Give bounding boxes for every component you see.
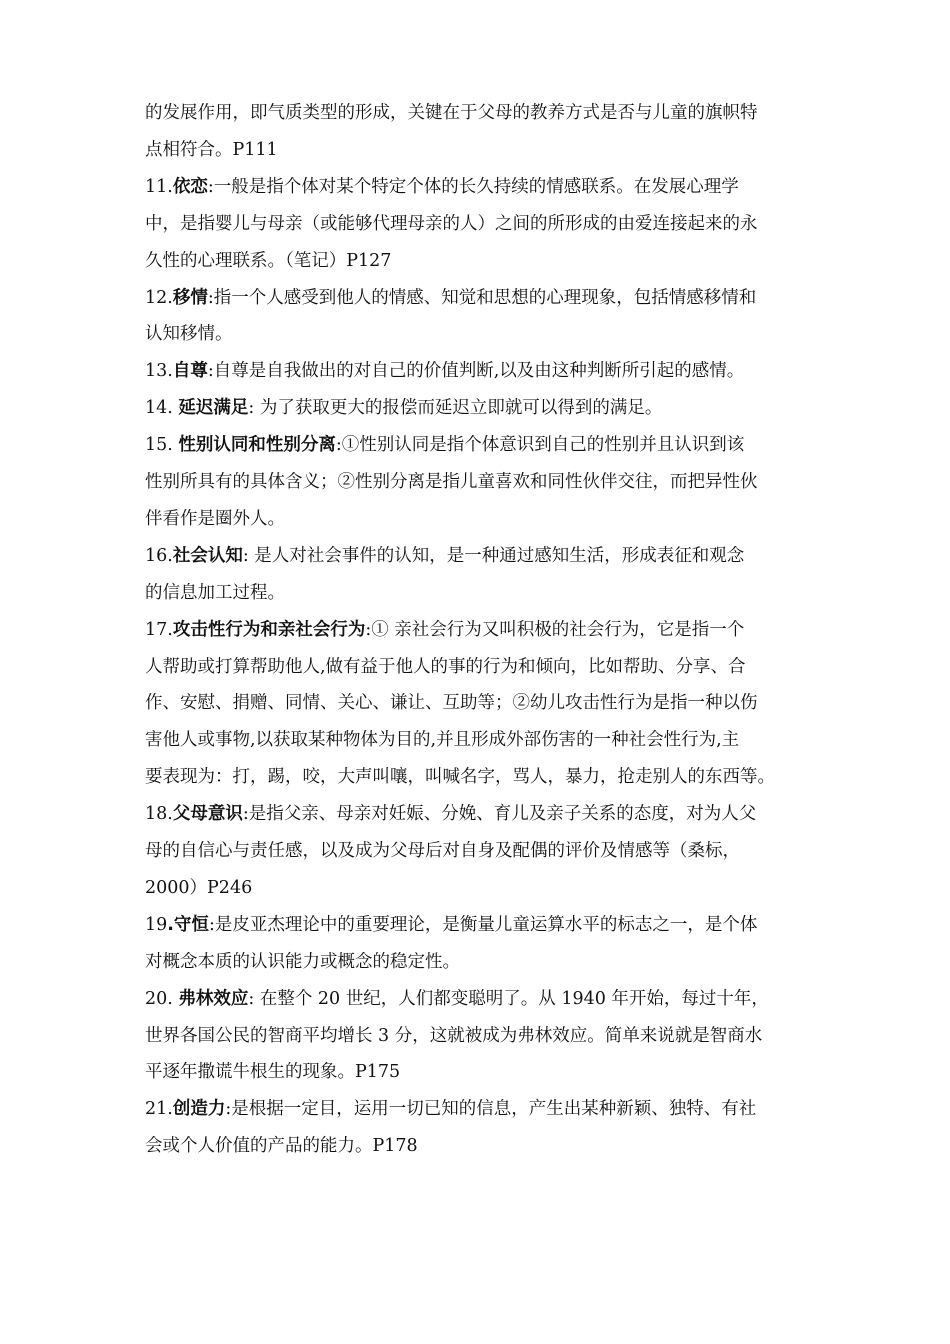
- text-line: [145, 246, 845, 276]
- text-segment: 久性的心理联系。（笔记）P127: [145, 250, 392, 271]
- text-segment: :指一个人感受到他人的情感、知觉和思想的心理现象，包括情感移情和: [207, 287, 757, 308]
- text-line: [145, 209, 845, 239]
- text-segment: 会或个人价值的产品的能力。P178: [145, 1136, 418, 1157]
- text-line: [145, 910, 845, 940]
- text-segment: 20.: [145, 988, 179, 1009]
- text-line: [145, 984, 845, 1014]
- text-line: [145, 356, 845, 386]
- text-line: [145, 836, 845, 866]
- text-segment: 作、安慰、捐赠、同情、关心、谦让、互助等；②幼儿攻击性行为是指一种以伤: [145, 693, 758, 714]
- text-segment: 17.: [145, 619, 173, 640]
- text-segment: 14.: [145, 398, 179, 419]
- text-segment: 11.: [145, 176, 173, 197]
- text-segment: 世界各国公民的智商平均增长 3 分，这就被成为弗林效应。简单来说就是智商水: [145, 1025, 763, 1046]
- text-segment: 对概念本质的认识能力或概念的稳定性。: [145, 951, 460, 972]
- text-segment: :是指父亲、母亲对妊娠、分娩、育儿及亲子关系的态度，对为人父: [242, 804, 757, 825]
- text-segment: 的信息加工过程。: [145, 582, 285, 603]
- text-line: [145, 688, 845, 718]
- text-segment: :是皮亚杰理论中的重要理论，是衡量儿童运算水平的标志之一，是个体: [208, 914, 758, 935]
- text-segment: :是根据一定目，运用一切已知的信息，产生出某种新颖、独特、有社: [225, 1099, 757, 1120]
- text-line: [145, 873, 845, 903]
- term-heading: 自尊: [172, 361, 208, 382]
- text-line: [145, 135, 845, 165]
- text-segment: 18.: [145, 804, 173, 825]
- text-line: [145, 1131, 845, 1161]
- text-line: [145, 467, 845, 497]
- text-line: [145, 541, 845, 571]
- term-heading: .守恒: [167, 914, 209, 935]
- text-segment: 害他人或事物,以获取某种物体为目的,并且形成外部伤害的一种社会性行为,主: [145, 730, 740, 751]
- text-segment: 性别所具有的具体含义；②性别分离是指儿童喜欢和同性伙伴交往，而把异性伙: [145, 472, 758, 492]
- text-line: [145, 762, 845, 792]
- text-segment: :① 亲社会行为又叫积极的社会行为，它是指一个: [365, 619, 745, 640]
- term-heading: 创造力: [172, 1099, 226, 1120]
- text-segment: :①性别认同是指个体意识到自己的性别并且认识到该: [335, 435, 745, 456]
- text-line: [145, 799, 845, 829]
- text-segment: 13.: [145, 361, 173, 382]
- text-line: [145, 652, 845, 682]
- term-heading: 社会认知: [172, 545, 243, 566]
- text-segment: 15.: [145, 435, 179, 456]
- text-line: [145, 1094, 845, 1124]
- text-line: [145, 504, 845, 534]
- text-segment: : 在整个 20 世纪，人们都变聪明了。从 1940 年开始，每过十年，: [248, 988, 769, 1009]
- text-segment: : 为了获取更大的报偿而延迟立即就可以得到的满足。: [248, 398, 663, 419]
- text-segment: 中，是指婴儿与母亲（或能够代理母亲的人）之间的所形成的由爱连接起来的永: [145, 213, 758, 234]
- text-segment: 19: [145, 914, 168, 935]
- text-line: [145, 283, 845, 313]
- text-line: [145, 725, 845, 755]
- text-segment: 2000）P246: [145, 877, 253, 898]
- text-segment: 要表现为：打，踢，咬，大声叫嚷，叫喊名字，骂人，暴力，抢走别人的东西等。: [145, 767, 775, 788]
- text-segment: 母的自信心与责任感，以及成为父母后对自身及配偶的评价及情感等（桑标，: [145, 841, 740, 861]
- text-segment: 点相符合。P111: [145, 139, 278, 160]
- text-line: [145, 319, 845, 349]
- term-heading: 移情: [172, 287, 208, 308]
- text-segment: :一般是指个体对某个特定个体的长久持续的情感联系。在发展心理学: [207, 176, 739, 197]
- text-segment: : 是人对社会事件的认知，是一种通过感知生活，形成表征和观念: [242, 545, 745, 566]
- term-heading: 依恋: [172, 176, 208, 197]
- term-heading: 父母意识: [172, 804, 243, 825]
- text-segment: 16.: [145, 545, 173, 566]
- text-line: [145, 578, 845, 608]
- text-line: [145, 615, 845, 645]
- text-segment: 认知移情。: [145, 324, 233, 345]
- text-line: [145, 947, 845, 977]
- text-line: [145, 430, 845, 460]
- text-segment: 21.: [145, 1099, 173, 1120]
- term-heading: 攻击性行为和亲社会行为: [172, 619, 366, 640]
- text-segment: 12.: [145, 287, 173, 308]
- term-heading: 性别认同和性别分离: [178, 435, 336, 456]
- text-segment: 人帮助或打算帮助他人,做有益于他人的事的行为和倾向，比如帮助、分享、合: [145, 656, 746, 677]
- term-heading: 弗林效应: [178, 988, 249, 1009]
- term-heading: 延迟满足: [178, 398, 249, 419]
- text-line: [145, 98, 845, 128]
- text-line: [145, 1021, 845, 1051]
- text-segment: :自尊是自我做出的对自己的价值判断,以及由这种判断所引起的感情。: [207, 361, 745, 382]
- text-line: [145, 172, 845, 202]
- text-segment: 伴看作是圈外人。: [145, 508, 285, 529]
- text-line: [145, 393, 845, 423]
- text-line: [145, 1057, 845, 1087]
- text-segment: 平逐年撒谎牛根生的现象。P175: [145, 1062, 401, 1083]
- text-segment: 的发展作用，即气质类型的形成，关键在于父母的教养方式是否与儿童的旗帜特: [145, 103, 758, 123]
